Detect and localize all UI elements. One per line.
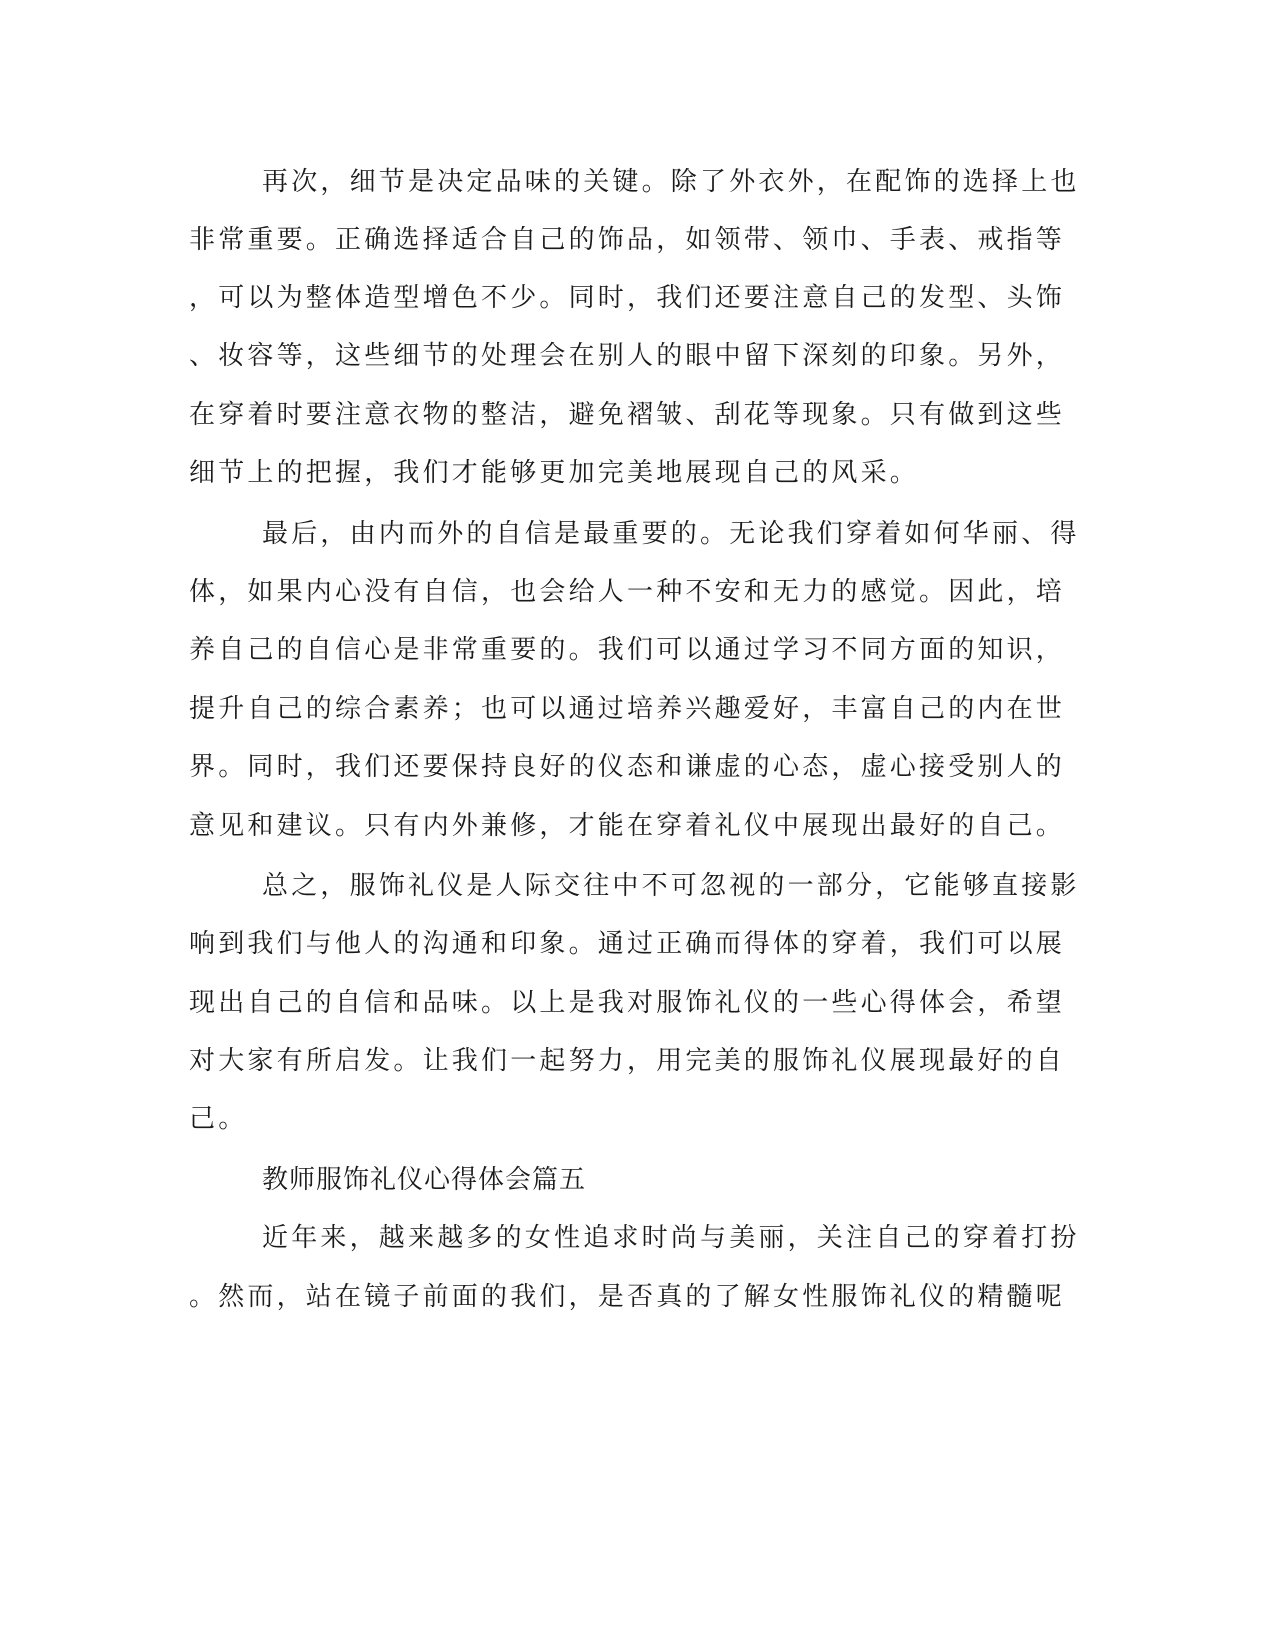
paragraph-4-line-1: 近年来，越来越多的女性追求时尚与美丽，关注自己的穿着打扮 [262,1223,1080,1253]
paragraph-3-line-5: 己。 [189,1104,248,1134]
paragraph-2-line-5: 界。同时，我们还要保持良好的仪态和谦虚的心态，虚心接受别人的 [189,752,1066,782]
paragraph-3-line-3: 现出自己的自信和品味。以上是我对服饰礼仪的一些心得体会，希望 [189,988,1066,1018]
section-heading: 教师服饰礼仪心得体会篇五 [262,1165,587,1195]
paragraph-1-line-6: 细节上的把握，我们才能够更加完美地展现自己的风采。 [189,458,920,488]
paragraph-1-line-1: 再次，细节是决定品味的关键。除了外衣外，在配饰的选择上也 [262,167,1080,197]
paragraph-1-line-3: ，可以为整体造型增色不少。同时，我们还要注意自己的发型、头饰 [189,283,1066,313]
paragraph-1-line-5: 在穿着时要注意衣物的整洁，避免褶皱、刮花等现象。只有做到这些 [189,400,1066,430]
paragraph-3-line-1: 总之，服饰礼仪是人际交往中不可忽视的一部分，它能够直接影 [262,871,1080,901]
paragraph-3-line-2: 响到我们与他人的沟通和印象。通过正确而得体的穿着，我们可以展 [189,929,1066,959]
paragraph-2-line-6: 意见和建议。只有内外兼修，才能在穿着礼仪中展现出最好的自己。 [189,811,1066,841]
paragraph-2-line-2: 体，如果内心没有自信，也会给人一种不安和无力的感觉。因此，培 [189,577,1066,607]
paragraph-4-line-2: 。然而，站在镜子前面的我们，是否真的了解女性服饰礼仪的精髓呢 [189,1282,1066,1312]
paragraph-3-line-4: 对大家有所启发。让我们一起努力，用完美的服饰礼仪展现最好的自 [189,1046,1066,1076]
paragraph-1-line-2: 非常重要。正确选择适合自己的饰品，如领带、领巾、手表、戒指等 [189,225,1066,255]
paragraph-1-line-4: 、妆容等，这些细节的处理会在别人的眼中留下深刻的印象。另外， [189,341,1066,371]
paragraph-2-line-4: 提升自己的综合素养；也可以通过培养兴趣爱好，丰富自己的内在世 [189,694,1066,724]
paragraph-2-line-3: 养自己的自信心是非常重要的。我们可以通过学习不同方面的知识， [189,635,1066,665]
paragraph-2-line-1: 最后，由内而外的自信是最重要的。无论我们穿着如何华丽、得 [262,519,1080,549]
